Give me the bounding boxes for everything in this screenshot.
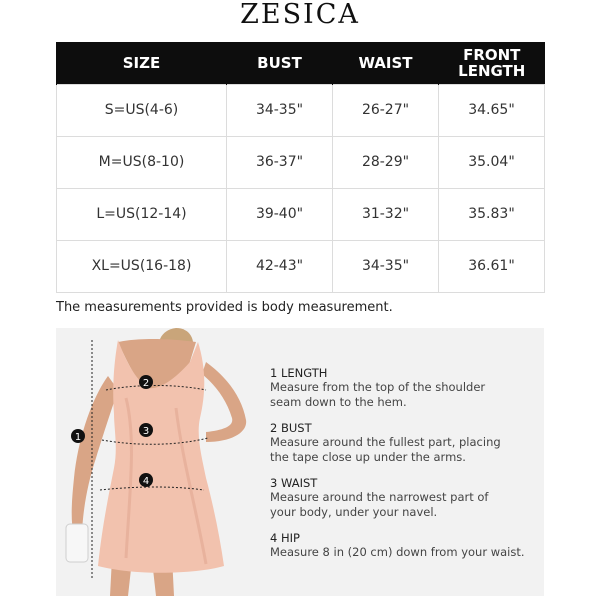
marker-2	[139, 375, 153, 389]
cell-waist: 31-32"	[333, 188, 439, 240]
guide-length-line-2: seam down to the hem.	[270, 394, 407, 409]
cell-bust: 34-35"	[227, 84, 333, 136]
cell-bust: 39-40"	[227, 188, 333, 240]
cell-front-length: 35.04"	[439, 136, 545, 188]
guide-hip	[270, 531, 540, 560]
size-chart-table	[56, 42, 545, 293]
model-figure-illustration	[56, 328, 256, 596]
svg-text:4: 4	[142, 476, 150, 487]
guide-bust-line-1: Measure around the fullest part, placing	[270, 435, 501, 449]
header-front-length: FRONT LENGTH	[439, 42, 545, 84]
guide-bust-title: 2 BUST	[270, 421, 312, 435]
brand-logo: ZESICA	[240, 0, 360, 30]
cell-size: M=US(8-10)	[57, 136, 227, 188]
table-row	[57, 84, 545, 136]
table-row	[57, 188, 545, 240]
table-row	[57, 136, 545, 188]
marker-3	[139, 423, 153, 437]
cell-bust: 42-43"	[227, 240, 333, 292]
guide-hip-line-1: Measure 8 in (20 cm) down from your waist.	[270, 545, 525, 559]
guide-waist	[270, 476, 540, 519]
cell-size: XL=US(16-18)	[57, 240, 227, 292]
guide-length	[270, 366, 540, 409]
measurement-note: The measurements provided is body measurement.	[56, 300, 393, 315]
guide-hip-title: 4 HIP	[270, 531, 300, 545]
guide-waist-line-2: your body, under your navel.	[270, 504, 438, 519]
guide-bust-line-2: the tape close up under the arms.	[270, 449, 466, 464]
marker-4	[139, 473, 153, 487]
guide-waist-title: 3 WAIST	[270, 476, 318, 490]
measurement-guide-panel	[56, 328, 544, 596]
cell-waist: 34-35"	[333, 240, 439, 292]
clutch-bag	[66, 524, 88, 562]
cell-size: S=US(4-6)	[57, 84, 227, 136]
cell-bust: 36-37"	[227, 136, 333, 188]
cell-front-length: 35.83"	[439, 188, 545, 240]
cell-waist: 26-27"	[333, 84, 439, 136]
table-header-row	[57, 42, 545, 84]
cell-size: L=US(12-14)	[57, 188, 227, 240]
right-arm	[202, 362, 246, 442]
svg-text:3: 3	[142, 426, 150, 437]
cell-front-length: 34.65"	[439, 84, 545, 136]
svg-text:2: 2	[142, 378, 150, 389]
guide-length-line-1: Measure from the top of the shoulder	[270, 380, 486, 394]
measurement-guide-text	[270, 366, 540, 572]
table-row	[57, 240, 545, 292]
header-size: SIZE	[57, 42, 227, 84]
cell-waist: 28-29"	[333, 136, 439, 188]
svg-text:1: 1	[74, 432, 82, 443]
guide-bust	[270, 421, 540, 464]
header-bust: BUST	[227, 42, 333, 84]
cell-front-length: 36.61"	[439, 240, 545, 292]
guide-length-title: 1 LENGTH	[270, 366, 328, 380]
guide-waist-line-1: Measure around the narrowest part of	[270, 490, 489, 504]
marker-1	[71, 429, 85, 443]
header-waist: WAIST	[333, 42, 439, 84]
